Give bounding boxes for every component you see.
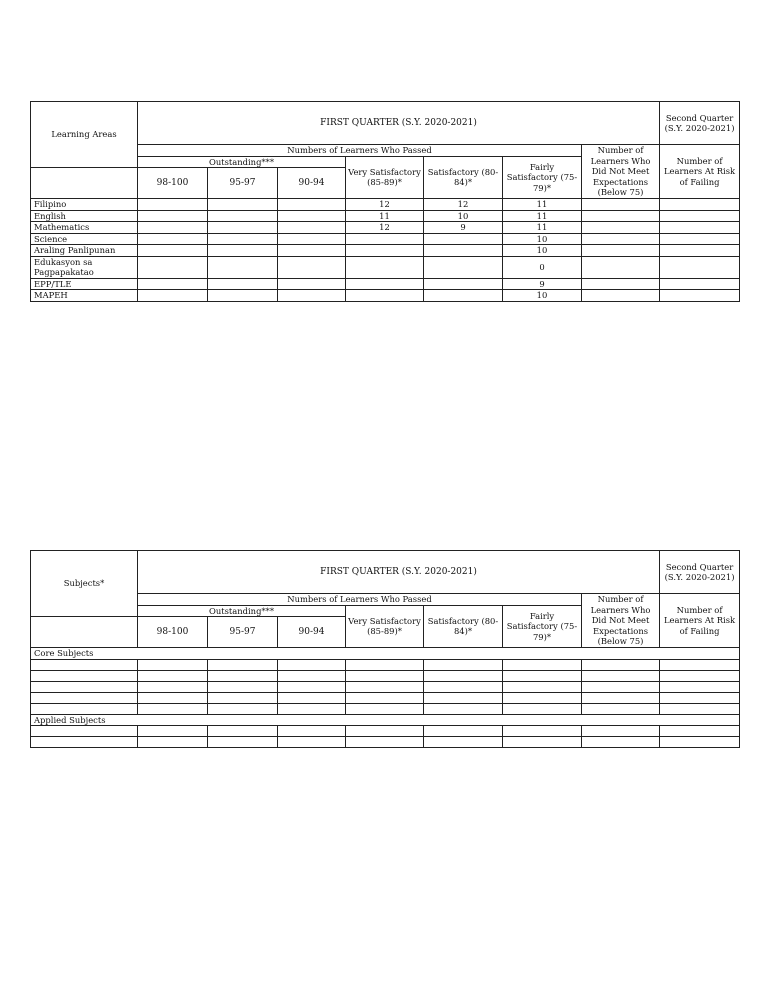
table-row (31, 256, 740, 278)
table-row (31, 245, 740, 257)
area-name: Mathematics (31, 222, 138, 234)
col-95-97: 95-97 (208, 168, 278, 199)
vs-value (346, 256, 424, 278)
col-98-100: 98-100 (138, 617, 208, 648)
table-row (31, 222, 740, 234)
s-value: 9 (424, 222, 503, 234)
col-90-94: 90-94 (278, 168, 346, 199)
fs-value: 10 (503, 290, 582, 302)
table-row (31, 233, 740, 245)
fs-value: 11 (503, 210, 582, 222)
s-value (424, 233, 503, 245)
table-row (31, 290, 740, 302)
area-name: Filipino (31, 199, 138, 211)
second-quarter-header: Second Quarter (S.Y. 2020-2021) (660, 102, 740, 145)
area-name: English (31, 210, 138, 222)
fs-value: 10 (503, 233, 582, 245)
not-meet-header: Number of Learners Who Did Not Meet Expectations (Below 75) (582, 145, 660, 199)
vs-value: 11 (346, 210, 424, 222)
fs-value: 10 (503, 245, 582, 257)
fs-value: 11 (503, 222, 582, 234)
s-value (424, 256, 503, 278)
subjects-header: Subjects* (31, 551, 138, 617)
second-quarter-header: Second Quarter (S.Y. 2020-2021) (660, 551, 740, 594)
quarter-title: FIRST QUARTER (S.Y. 2020-2021) (138, 551, 660, 594)
table-row (31, 703, 740, 714)
passed-header: Numbers of Learners Who Passed (138, 594, 582, 606)
applied-subjects-label: Applied Subjects (31, 714, 740, 726)
outstanding-header: Outstanding*** (138, 156, 346, 168)
learning-areas-table (30, 101, 740, 302)
area-name: Edukasyon sa Pagpapakatao (31, 256, 138, 278)
quarter-title: FIRST QUARTER (S.Y. 2020-2021) (138, 102, 660, 145)
table-row (31, 737, 740, 748)
vs-value (346, 278, 424, 290)
vs-value: 12 (346, 222, 424, 234)
col-95-97: 95-97 (208, 617, 278, 648)
subjects-table (30, 550, 740, 748)
area-name: EPP/TLE (31, 278, 138, 290)
area-name: Araling Panlipunan (31, 245, 138, 257)
at-risk-header: Number of Learners At Risk of Failing (660, 145, 740, 199)
table-row (31, 726, 740, 737)
blank-cell (31, 617, 138, 648)
learning-areas-header: Learning Areas (31, 102, 138, 168)
satisfactory-header: Satisfactory (80-84)* (424, 156, 503, 199)
s-value (424, 278, 503, 290)
fs-value: 9 (503, 278, 582, 290)
table-row (31, 670, 740, 681)
col-90-94: 90-94 (278, 617, 346, 648)
s-value (424, 290, 503, 302)
vs-value (346, 290, 424, 302)
area-name: Science (31, 233, 138, 245)
table-row (31, 659, 740, 670)
area-name: MAPEH (31, 290, 138, 302)
vs-value: 12 (346, 199, 424, 211)
fs-value: 0 (503, 256, 582, 278)
s-value (424, 245, 503, 257)
satisfactory-header: Satisfactory (80-84)* (424, 605, 503, 648)
table-row (31, 210, 740, 222)
vs-value (346, 233, 424, 245)
table-row (31, 199, 740, 211)
very-satisfactory-header: Very Satisfactory (85-89)* (346, 156, 424, 199)
fairly-satisfactory-header: Fairly Satisfactory (75-79)* (503, 156, 582, 199)
not-meet-header: Number of Learners Who Did Not Meet Expectations (Below 75) (582, 594, 660, 648)
fairly-satisfactory-header: Fairly Satisfactory (75-79)* (503, 605, 582, 648)
col-98-100: 98-100 (138, 168, 208, 199)
very-satisfactory-header: Very Satisfactory (85-89)* (346, 605, 424, 648)
table-row (31, 692, 740, 703)
blank-cell (31, 168, 138, 199)
at-risk-header: Number of Learners At Risk of Failing (660, 594, 740, 648)
outstanding-header: Outstanding*** (138, 605, 346, 617)
core-subjects-label: Core Subjects (31, 648, 740, 660)
table-row (31, 278, 740, 290)
table-row (31, 681, 740, 692)
fs-value: 11 (503, 199, 582, 211)
s-value: 12 (424, 199, 503, 211)
passed-header: Numbers of Learners Who Passed (138, 145, 582, 157)
s-value: 10 (424, 210, 503, 222)
vs-value (346, 245, 424, 257)
